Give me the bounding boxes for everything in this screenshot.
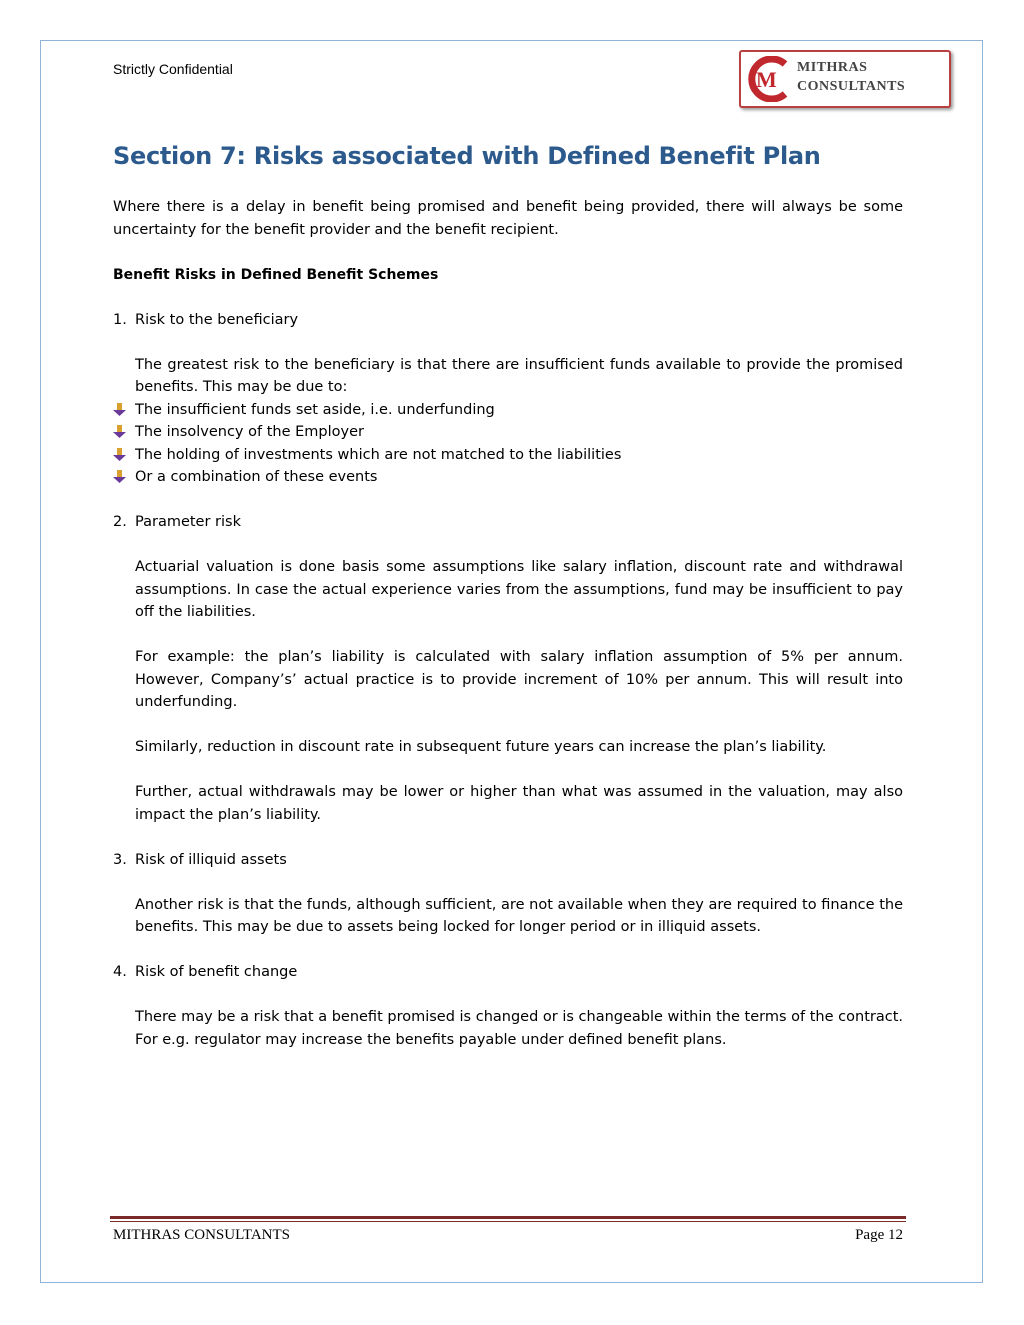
confidential-label: Strictly Confidential xyxy=(113,61,233,77)
risk-number: 3. xyxy=(113,851,127,868)
logo-text-line2: CONSULTANTS xyxy=(797,79,906,94)
bullet-item xyxy=(113,399,903,422)
bullet-item xyxy=(113,466,903,489)
risk-paragraph: Further, actual withdrawals may be lower or higher than what was assumed in the valuation, may also impact the plan’s liability. xyxy=(135,784,903,823)
risk-number: 4. xyxy=(113,964,127,980)
document-body xyxy=(113,138,903,1051)
arrow-down-bullet-icon xyxy=(113,470,127,484)
risk-title: Parameter risk xyxy=(135,514,241,530)
risk-paragraph: Similarly, reduction in discount rate in subsequent future years can increase the plan’s liability. xyxy=(135,739,827,755)
risk-paragraph: The greatest risk to the beneficiary is that there are insufficient funds available to provide the promised benefits. This may be due to: xyxy=(135,356,903,395)
arrow-down-bullet-icon xyxy=(113,448,127,462)
risk-title: Risk of benefit change xyxy=(135,964,298,980)
bullet-text: Or a combination of these events xyxy=(135,469,378,485)
intro-paragraph: Where there is a delay in benefit being promised and benefit being provided, there will always be some uncertainty for the benefit provider and the benefit recipient. xyxy=(113,199,903,238)
risk-heading-3 xyxy=(113,849,903,872)
bullet-text: The insufficient funds set aside, i.e. underfunding xyxy=(135,401,495,418)
svg-text:M: M xyxy=(756,67,777,92)
risk-title: Risk to the beneficiary xyxy=(135,311,299,328)
bullet-item xyxy=(113,444,903,467)
risk-heading-1 xyxy=(113,309,903,332)
footer-rule xyxy=(110,1216,906,1222)
bullet-text: The insolvency of the Employer xyxy=(135,424,364,440)
footer-company: MITHRAS CONSULTANTS xyxy=(113,1227,291,1243)
bullet-item xyxy=(113,421,903,444)
section-title: Section 7: Risks associated with Defined Benefit Plan xyxy=(113,142,821,170)
logo-cm-icon xyxy=(745,56,795,102)
risk-heading-4 xyxy=(113,961,903,984)
risk-paragraph: Actuarial valuation is done basis some assumptions like salary inflation, discount rate and withdrawal assumptions. In case the actual experience varies from the assumptions, fund may be insufficient to pay off the liabilities. xyxy=(135,559,903,620)
bullet-text: The holding of investments which are not matched to the liabilities xyxy=(135,446,622,463)
risk-paragraph: For example: the plan’s liability is calculated with salary inflation assumption of 5% per annum. However, Company’s’ actual practice is to provide increment of 10% per annum. This will result into underfunding. xyxy=(135,649,903,710)
risk-number: 2. xyxy=(113,514,127,530)
page-number: Page 12 xyxy=(855,1227,903,1243)
arrow-down-bullet-icon xyxy=(113,403,127,417)
logo-text-line1: MITHRAS xyxy=(797,60,868,75)
risk-title: Risk of illiquid assets xyxy=(135,851,287,868)
risk-paragraph: There may be a risk that a benefit promised is changed or is changeable within the terms of the contract. For e.g. regulator may increase the benefits payable under defined benefit plans. xyxy=(135,1009,903,1048)
risk-heading-2 xyxy=(113,511,903,534)
risk-number: 1. xyxy=(113,311,127,328)
risk-paragraph: Another risk is that the funds, although sufficient, are not available when they are required to finance the benefits. This may be due to assets being locked for longer period or in illiquid assets. xyxy=(135,896,903,935)
arrow-down-bullet-icon xyxy=(113,425,127,439)
subheading: Benefit Risks in Defined Benefit Schemes xyxy=(113,266,439,283)
company-logo xyxy=(739,50,951,108)
